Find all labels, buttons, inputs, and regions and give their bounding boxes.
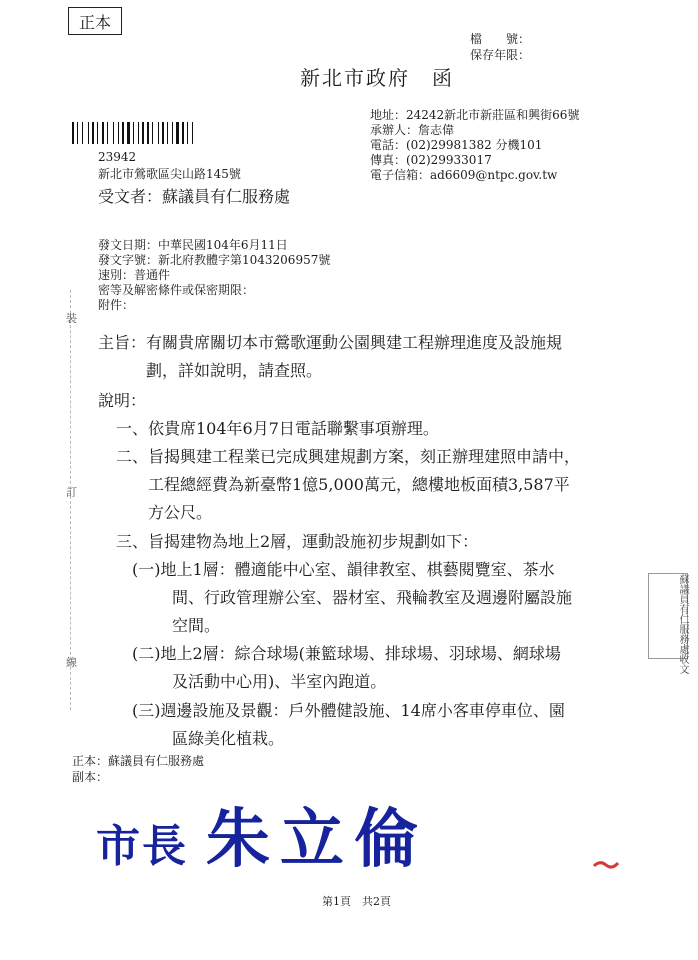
signature-title: 市長 bbox=[96, 821, 188, 872]
binding-mark-3: 線 bbox=[66, 656, 77, 669]
barcode-bar bbox=[122, 122, 124, 144]
sub-item-1-line-2: 間、行政管理辦公室、器材室、飛輪教室及週邊附屬設施 bbox=[172, 588, 573, 607]
barcode-bar bbox=[162, 122, 164, 144]
mayor-signature bbox=[96, 788, 428, 880]
sub-item-1-line-3: 空間。 bbox=[172, 616, 221, 635]
barcode-bar bbox=[88, 122, 89, 144]
barcode-bar bbox=[138, 122, 139, 144]
explanation-item-2-line-2: 工程總經費為新臺幣1億5,000萬元，總樓地板面積3,587平 bbox=[148, 475, 570, 494]
barcode-bar bbox=[182, 122, 184, 144]
sub-item-2-line-2: 及活動中心用)、半室內跑道。 bbox=[172, 672, 387, 691]
barcode-bar bbox=[187, 122, 188, 144]
postal-code: 23942 bbox=[98, 150, 137, 164]
sub-item-2-line-1: (二)地上2層：綜合球場(兼籃球場、排球場、羽球場、網球場 bbox=[132, 644, 561, 663]
explanation-item-1: 一、依貴席104年6月7日電話聯繫事項辦理。 bbox=[116, 419, 439, 438]
doc-speed: 速別：普通件 bbox=[98, 268, 171, 282]
red-stamp-mark bbox=[592, 858, 620, 870]
barcode-bar bbox=[147, 122, 149, 144]
sender-phone: 電話：(02)29981382 分機101 bbox=[370, 138, 543, 152]
doc-number: 發文字號：新北府教體字第1043206957號 bbox=[98, 253, 331, 267]
barcode-bar bbox=[158, 122, 159, 144]
subject-line-1: 主旨：有關貴席關切本市鶯歌運動公園興建工程辦理進度及設施規 bbox=[98, 333, 563, 352]
sub-item-1-line-1: (一)地上1層：體適能中心室、韻律教室、棋藝閱覽室、茶水 bbox=[132, 560, 555, 579]
barcode-bar bbox=[176, 122, 179, 144]
retention-label: 保存年限： bbox=[470, 48, 531, 62]
barcode-bar bbox=[107, 122, 108, 144]
sender-address: 地址：24242新北市新莊區和興街66號 bbox=[370, 108, 580, 122]
barcode-bar bbox=[102, 122, 104, 144]
barcode-bar bbox=[142, 122, 144, 144]
barcode-bar bbox=[82, 122, 83, 144]
explanation-item-2-line-3: 方公尺。 bbox=[148, 503, 213, 522]
recipient-line: 受文者：蘇議員有仁服務處 bbox=[98, 187, 291, 206]
distribution-original: 正本：蘇議員有仁服務處 bbox=[72, 754, 205, 768]
barcode-graphic bbox=[72, 122, 224, 144]
barcode-bar bbox=[152, 122, 153, 144]
barcode-bar bbox=[133, 122, 134, 144]
binding-mark-1: 裝 bbox=[66, 312, 77, 325]
distribution-copy: 副本： bbox=[72, 770, 109, 784]
barcode-bar bbox=[167, 122, 168, 144]
document-title: 新北市政府 函 bbox=[300, 66, 454, 90]
copy-stamp: 正本 bbox=[68, 7, 122, 35]
file-number-label: 檔 號： bbox=[470, 32, 531, 46]
barcode-bar bbox=[118, 122, 119, 144]
barcode-bar bbox=[127, 122, 130, 144]
barcode-bar bbox=[92, 122, 94, 144]
barcode-bar bbox=[97, 122, 98, 144]
signature-name: 朱立倫 bbox=[206, 803, 428, 877]
sender-contact: 承辦人：詹志偉 bbox=[370, 123, 455, 137]
recipient-address: 新北市鶯歌區尖山路145號 bbox=[98, 167, 241, 181]
barcode-bar bbox=[113, 122, 114, 144]
explanation-item-3: 三、旨揭建物為地上2層，運動設施初步規劃如下： bbox=[116, 532, 479, 551]
side-received-seal: 蘇議員有仁服務處收文 bbox=[648, 573, 688, 659]
explanation-heading: 說明： bbox=[98, 391, 147, 410]
barcode-bar bbox=[77, 122, 78, 144]
doc-attachment: 附件： bbox=[98, 298, 135, 312]
barcode-bar bbox=[172, 122, 173, 144]
binding-guide-line bbox=[70, 290, 71, 710]
subject-line-2: 劃，詳如說明，請查照。 bbox=[146, 361, 323, 380]
doc-secrecy: 密等及解密條件或保密期限： bbox=[98, 283, 255, 297]
sub-item-3-line-1: (三)週邊設施及景觀：戶外體健設施、14席小客車停車位、園 bbox=[132, 701, 565, 720]
doc-date: 發文日期：中華民國104年6月11日 bbox=[98, 238, 288, 252]
sender-fax: 傳真：(02)29933017 bbox=[370, 153, 492, 167]
sub-item-3-line-2: 區綠美化植栽。 bbox=[172, 729, 285, 748]
sender-email: 電子信箱：ad6609@ntpc.gov.tw bbox=[370, 168, 558, 182]
binding-mark-2: 訂 bbox=[66, 486, 77, 499]
barcode-bar bbox=[72, 122, 74, 144]
barcode-bar bbox=[192, 122, 193, 144]
explanation-item-2-line-1: 二、旨揭興建工程業已完成興建規劃方案，刻正辦理建照申請中， bbox=[116, 447, 581, 466]
page-footer: 第1頁 共2頁 bbox=[322, 895, 391, 908]
